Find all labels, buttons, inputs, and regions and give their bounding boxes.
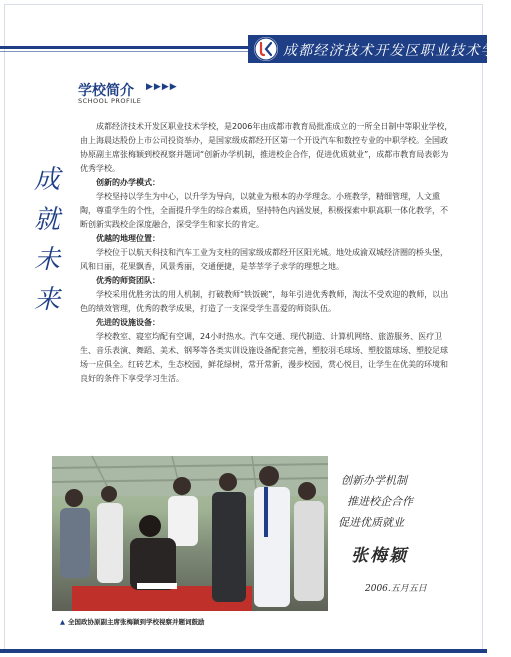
section-paragraph: 学校位于以航天科技和汽车工业为支柱的国家级成都经开区阳光城。地处成渝双城经济圈的桥头堡，风和日丽，花果飘香，风景秀丽，交通便捷，是莘莘学子求学的理想之地。 xyxy=(80,248,448,271)
signature-name: 张梅颖 xyxy=(351,546,408,566)
footer-rule xyxy=(0,649,487,653)
calligraphy-slogan xyxy=(30,160,64,320)
section-heading: 优秀的师资团队： xyxy=(96,276,160,285)
signature-block xyxy=(335,464,475,614)
profile-body xyxy=(80,120,455,386)
section-heading: 先进的设施设备： xyxy=(96,318,160,327)
section-paragraph: 学校教室、寝室均配有空调，24小时热水。汽车交通、现代制造、计算机网络、旅游服务、医疗卫生、音乐表演、舞蹈、美术、钢琴等各类实训设施设备配套完善，塑胶羽毛球场、塑胶篮球场、塑胶足球场一应俱全。红砖艺术，生态校园，鲜花绿树，常开常新，漫步校园，赏心悦目，让学生在优美的环境和良好的条件下享受学习生活。 xyxy=(80,332,448,383)
signature-date: 2006.五月五日 xyxy=(365,584,427,594)
section-subtitle: SCHOOL PROFILE xyxy=(78,97,142,105)
section-heading: 优越的地理位置： xyxy=(96,234,160,243)
triangle-icon: ▲ xyxy=(60,618,65,626)
signature-line: 促进优质就业 xyxy=(338,516,404,529)
calligraphy-char: 来 xyxy=(33,285,60,315)
visit-photo xyxy=(52,456,328,611)
photo-caption xyxy=(60,617,205,626)
caption-text: 全国政协原副主席张梅颖到学校视察并题词鼓励 xyxy=(68,618,205,626)
header-rule-thin xyxy=(0,51,250,52)
section-arrows: ▶▶▶▶ xyxy=(146,82,178,92)
signature-line: 创新办学机制 xyxy=(341,474,407,487)
school-name: 成都经济技术开发区职业技术学校 xyxy=(283,43,511,59)
intro-paragraph: 成都经济技术开发区职业技术学校，是2006年由成都市教育局批准成立的一所全日制中等职业学校，由上海晨达股份上市公司投资举办，是国家级成都经开区第一个开设汽车和数控专业的中职学校。全国政协原副主席张梅颖到校视察并题词“创新办学机制，推进校企合作，促进优质就业”，成都市教育局表彰为优秀学校。 xyxy=(80,122,453,173)
signature-line: 推进校企合作 xyxy=(347,495,413,508)
school-logo-icon xyxy=(254,37,278,61)
calligraphy-char: 成 xyxy=(33,165,60,195)
section-paragraph: 学校采用优胜劣汰的用人机制，打破教师“铁饭碗”，每年引进优秀教师，淘汰不受欢迎的教师，以出色的绩效管理，优秀的教学成果，打造了一支深受学生喜爱的师资队伍。 xyxy=(80,290,449,313)
section-paragraph: 学校坚持以学生为中心，以升学为导向，以就业为根本的办学理念。小班教学，精细管理，人文熏陶，尊重学生的个性，全面提升学生的综合素质，坚持特色内涵发展，积极探索中职高职一体化教学，不断创新实践校企深度融合，深受学生和家长的肯定。 xyxy=(80,192,448,229)
section-heading: 创新的办学模式： xyxy=(96,178,160,187)
calligraphy-char: 就 xyxy=(33,205,60,235)
section-title: 学校简介 xyxy=(78,83,134,99)
calligraphy-char: 未 xyxy=(33,245,60,275)
